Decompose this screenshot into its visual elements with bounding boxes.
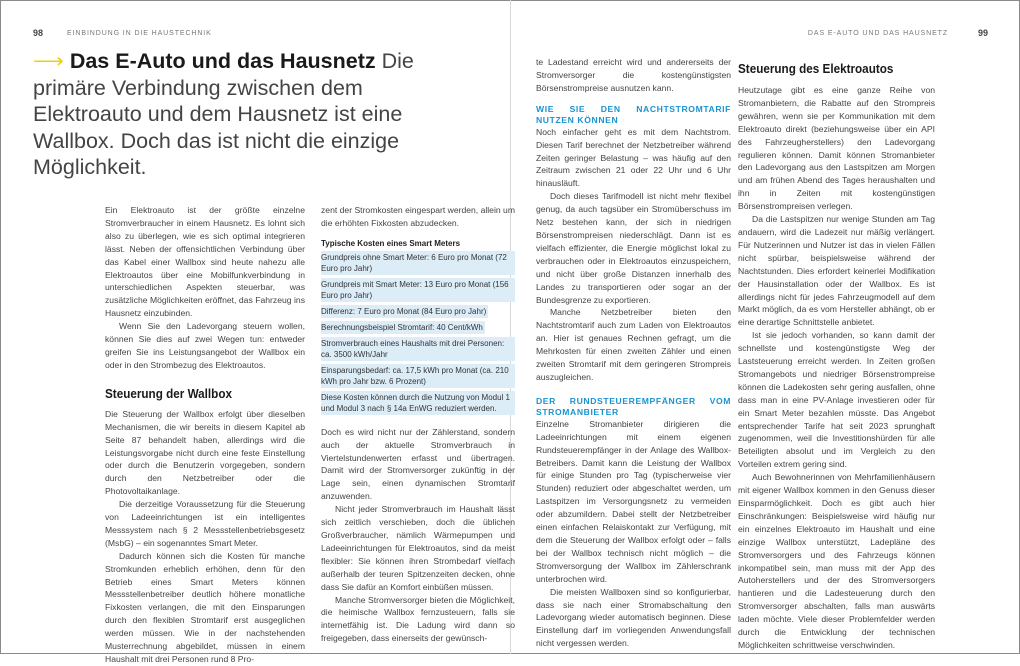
- headline-bold: Das E-Auto und das Hausnetz: [69, 49, 376, 73]
- box-item: Einsparungsbedarf: ca. 17,5 kWh pro Monat (ca. 210 kWh pro Jahr bzw. 6 Prozent): [321, 364, 515, 388]
- section-heading: Steuerung des Elektroautos: [738, 61, 894, 76]
- chapter-headline: [33, 48, 453, 181]
- subheading: WIE SIE DEN NACHTSTROMTARIF NUTZEN KÖNNEN: [536, 103, 731, 125]
- paragraph: Auch Bewohnerinnen von Mehrfamilienhäusern mit eigener Wallbox kommen in den Genuss dieser Einsparmöglichkeit. Doch es gibt auch hier Einschränkungen: Beispielsweise wird häufig nur ein einzelnes Elektroauto im Haushalt und eine einzige Wallbox unterstützt, Ladepläne des Stromversorgers und des Fahrzeugs können inkompatibel sein, man muss mit der App des Autoherstellers und der des Stromversorgers hantieren und die Ladesteuerung durch den Stromversorger abschalten, falls man auswärts laden möchte. Viele dieser Problemfelder werden durch die Entwicklung der technischen Möglichkeiten schrittweise verschwinden.: [738, 472, 935, 650]
- box-item: Diese Kosten können durch die Nutzung von Modul 1 und Modul 3 nach § 14a EnWG reduziert werden.: [321, 391, 515, 415]
- cost-box: [321, 238, 515, 418]
- paragraph: Einzelne Stromanbieter dirigieren die Ladeeinrichtungen mit einem eigenen Rundsteuerempfänger in der Anlage des Wallbox-Betreibers. Damit kann die Leistung der Wallbox für einige Stunden pro Tag (typischerweise vier Stunden) reduziert oder abgeschaltet werden, um Lastspitzen im Versorgungsnetz zu vermeiden oder abzumildern. Dabei stellt der Netzbetreiber einen einfachen Relaiskontakt zur Verfügung, mit dem die Steuerung der Wallbox erfolgt oder – falls bei der Wallbox technisch nicht möglich – die Stromversorgung der Wallbox im Zählerschrank unterbrochen wird.: [536, 418, 731, 584]
- box-title: Typische Kosten eines Smart Meters: [321, 238, 461, 248]
- paragraph: Manche Netzbetreiber bieten den Nachtstromtarif auch zum Laden von Elektroautos an. Hier ist genaues Rechnen gefragt, um die Mehrkosten für einen zweiten Zähler und einen zweiten Stromtarif mit dem geringeren Strompreis auszugleichen.: [536, 307, 731, 382]
- paragraph: Die derzeitige Voraussetzung für die Steuerung von Ladeeinrichtungen ist ein intelligentes Messsystem nach § 2 Messstellenbetriebsgesetz (MsbG) – ein sogenanntes Smart Meter.: [105, 499, 305, 548]
- paragraph: Wenn Sie den Ladevorgang steuern wollen, können Sie dies auf zwei Wegen tun: entweder greifen Sie ins Leistungsangebot der Wallbox ein oder in den Strombezug des Elektroautos.: [105, 321, 305, 370]
- paragraph: Da die Lastspitzen nur wenige Stunden am Tag andauern, wird die Ladezeit nur mäßig verlängert. Für Nutzerinnen und Nutzer ist das in vielen Fällen nicht spürbar, beispielsweise während der Nachtstunden. Dies erfordert keinerlei Modifikation der Hausinstallation oder der Wallbox. Es ist allerdings nicht für jedes Fahrzeugmodell auf dem Markt möglich, da es vom Hersteller abhängt, ob er eine derartige Schnittstelle anbietet.: [738, 214, 935, 328]
- column-3: [536, 56, 731, 650]
- box-item: Grundpreis mit Smart Meter: 13 Euro pro Monat (156 Euro pro Jahr): [321, 278, 515, 302]
- box-item: Grundpreis ohne Smart Meter: 6 Euro pro Monat (72 Euro pro Jahr): [321, 251, 515, 275]
- box-item: Berechnungsbeispiel Stromtarif: 40 Cent/kWh: [321, 322, 483, 332]
- paragraph: Nicht jeder Stromverbrauch im Haushalt lässt sich zeitlich verschieben, doch die üblichen Großverbraucher, nämlich Wärmepumpen und Ladeeinrichtungen für Elektroautos, sind da meist flexibler: Sie können ihren Strombedarf vielfach außerhalb der teuren Spitzenzeiten decken, ohne dass Sie dafür an Komfort einbüßen müssen.: [321, 504, 515, 592]
- paragraph: zent der Stromkosten eingespart werden, allein um die erhöhten Fixkosten abzudecken.: [321, 205, 515, 228]
- paragraph: Doch dieses Tarifmodell ist nicht mehr flexibel genug, da auch tagsüber ein Stromüberschuss im Netz bestehen kann, der sich in niedrigen Börsenstrompreisen niederschlägt. Dann ist es vielfach effizienter, die Energie möglichst lokal zu verbrauchen oder in Elektroautos einzuspeichern, und nicht über große Distanzen innerhalb des Landes zu transportieren oder sogar an der Bundesgrenze zu exportieren.: [536, 191, 731, 305]
- paragraph: Die meisten Wallboxen sind so konfigurierbar, dass sie nach einer Stromabschaltung den Ladevorgang wieder automatisch beginnen. Diese Einstellung darf im vorliegenden Anwendungsfall nicht vergessen werden.: [536, 586, 731, 649]
- paragraph: Heutzutage gibt es eine ganze Reihe von Stromanbietern, die Rabatte auf den Strompreis gewähren, wenn sie per Kommunikation mit dem Elektroauto direkt (beziehungsweise über ein API des Fahrzeugherstellers) den Ladevorgang regulieren können. Damit können Stromanbieter den Ladevorgang aus den Lastspitzen am Morgen und am frühen Abend des Tages heraushalten und ihn in Zeiten mit kostengünstigen Börsenstrompreisen verlegen.: [738, 85, 935, 212]
- column-2: [321, 204, 515, 645]
- column-1: [105, 204, 305, 666]
- paragraph: Ein Elektroauto ist der größte einzelne Stromverbraucher in einem Hausnetz. Es lohnt sich also zu überlegen, wie es sich optimal integrieren lässt. Neben der offensichtlichen Verbindung über das Kabel einer Wallbox sind heute nahezu alle Elektroautos über eine Mobilfunkverbindung in unterschiedlichen Aspekten steuerbar, was zusätzliche Möglichkeiten eröffnet, das Fahrzeug ins Hausnetz einzubinden.: [105, 205, 305, 319]
- paragraph: Manche Stromversorger bieten die Möglichkeit, die heimische Wallbox fernzusteuern, falls sie internetfähig ist. Die Ladung wird dann so freigegeben, dass einerseits der gewünsch-: [321, 594, 515, 644]
- section-heading: Steuerung der Wallbox: [105, 385, 232, 401]
- box-item: Stromverbrauch eines Haushalts mit drei Personen: ca. 3500 kWh/Jahr: [321, 337, 515, 361]
- box-item: Differenz: 7 Euro pro Monat (84 Euro pro Jahr): [321, 306, 487, 316]
- paragraph: te Ladestand erreicht wird und andererseits der Stromversorger die kostengünstigsten Börsenstrompreise ausnutzen kann.: [536, 57, 731, 93]
- running-head-left: EINBINDUNG IN DIE HAUSTECHNIK: [67, 30, 212, 37]
- page-number-right: 99: [978, 28, 989, 38]
- paragraph: Noch einfacher geht es mit dem Nachtstrom. Diesen Tarif berechnet der Netzbetreiber während Zeiten geringer Belastung – was häufig auf den Zeitraum zwischen 21 oder 22 Uhr und 6 Uhr hinausläuft.: [536, 126, 731, 189]
- paragraph: Doch es wird nicht nur der Zählerstand, sondern auch der aktuelle Stromverbrauch in Viertelstundenwerten erfasst und übertragen. Damit wird der Stromversorger zukünftig in der Lage sein, einen dynamischen Stromtarif anzuwenden.: [321, 426, 515, 502]
- subheading: DER RUNDSTEUEREMPFÄNGER VOM STROMANBIETER: [536, 395, 731, 417]
- page-number-left: 98: [33, 28, 44, 38]
- paragraph: Ist sie jedoch vorhanden, so kann damit der schnellste und kostengünstigste Weg der Laststeuerung erreicht werden. In Zeiten großen Stromangebots und niedriger Börsenstrompreise können die Ladekosten sehr gering ausfallen, ohne dass man in eine PV-Anlage investieren oder für ein Smart Meter bezahlen müsste. Das Angebot entsprechender Tarife hat seit 2023 sprunghaft zugenommen, weil die Investitionshürden für alle Beteiligten absolut und im Vergleich zu den Vorteilen extrem gering sind.: [738, 330, 935, 470]
- headline-lead: Die primäre Verbindung zwischen dem Elektroauto und dem Hausnetz ist eine Wallbox. Doch das ist nicht die einzige Möglichkeit.: [33, 49, 414, 179]
- right-arrow-icon: ⟶: [33, 49, 64, 73]
- paragraph: Die Steuerung der Wallbox erfolgt über dieselben Mechanismen, die wir bereits in diesem Kapitel ab Seite 87 behandelt haben, allerdings wird die Leistungsvorgabe nicht durch eine feste Einstellung oder durch die Benutzerin vorgegeben, sondern durch den Netzbetreiber oder die Photovoltaikanlage.: [105, 408, 305, 497]
- paragraph: Dadurch können sich die Kosten für manche Stromkunden erheblich erhöhen, denn für den Betrieb eines Smart Meters können Messstellenbetreiber deutlich höhere monatliche Fixkosten verlangen, die mit den Einsparungen durch den flexiblen Stromtarif erst ausgeglichen werden müssen. Wie in der nachstehenden Musterrechnung abgebildet, müssen in einem Haushalt mit drei Personen rund 8 Pro-: [105, 550, 305, 664]
- running-head-right: DAS E-AUTO UND DAS HAUSNETZ: [807, 30, 948, 37]
- column-4: [738, 61, 935, 652]
